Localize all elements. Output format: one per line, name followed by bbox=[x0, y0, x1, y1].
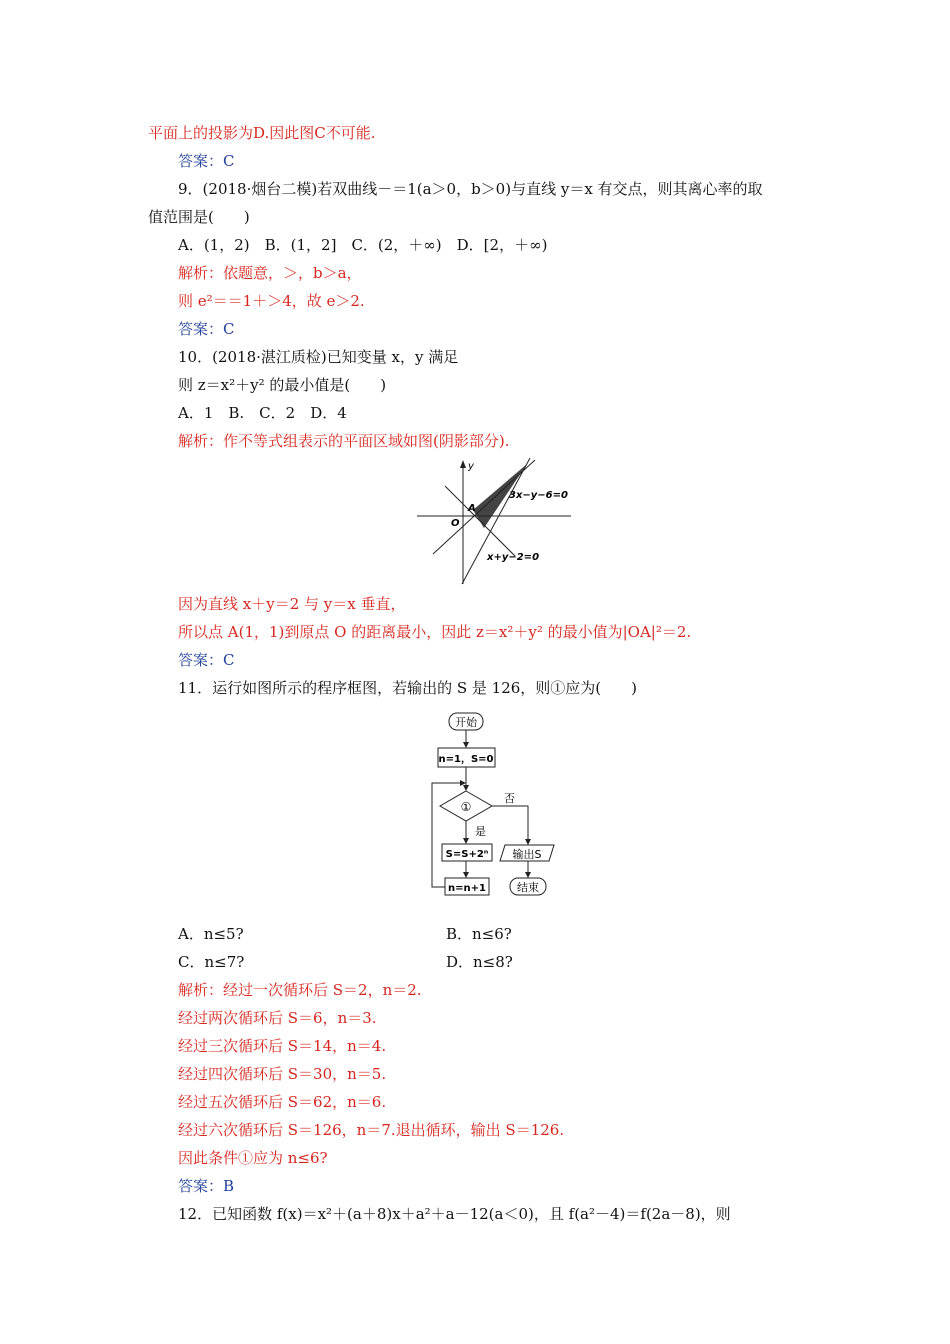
line-3x-y-6 bbox=[462, 458, 530, 584]
update-s-label: S=S+2ⁿ bbox=[445, 849, 489, 860]
start-label: 开始 bbox=[455, 716, 477, 729]
y-axis-label: y bbox=[468, 461, 474, 472]
solution-line: 解析：作不等式组表示的平面区域如图(阴影部分). bbox=[178, 432, 510, 450]
question-9: 9．(2018·烟台二模)若双曲线－＝1(a＞0，b＞0)与直线 y＝x 有交点，则其离心率的取 bbox=[178, 180, 763, 198]
answer-line: 答案：C bbox=[178, 152, 235, 170]
line1-label: 3x−y−6=0 bbox=[509, 490, 568, 501]
line-y-equals-x bbox=[433, 460, 535, 554]
answer-line: 答案：C bbox=[178, 651, 235, 669]
question-10-cont: 则 z＝x²＋y² 的最小值是( ) bbox=[178, 376, 387, 394]
program-flowchart bbox=[420, 710, 570, 906]
output-label: 输出S bbox=[512, 848, 542, 861]
line2-label: x+y−2=0 bbox=[487, 552, 540, 563]
origin-label: O bbox=[451, 518, 460, 529]
option-a: A．n≤5? bbox=[178, 925, 244, 943]
question-10-options: A．1 B. C．2 D．4 bbox=[178, 404, 347, 422]
solution-line: 经过两次循环后 S＝6，n＝3. bbox=[178, 1009, 377, 1027]
question-10: 10．(2018·湛江质检)已知变量 x，y 满足 bbox=[178, 348, 459, 366]
question-11: 11．运行如图所示的程序框图，若输出的 S 是 126，则①应为( ) bbox=[178, 679, 638, 697]
y-axis-arrow bbox=[460, 460, 466, 468]
solution-line: 经过三次循环后 S＝14，n＝4. bbox=[178, 1037, 387, 1055]
solution-line: 经过六次循环后 S＝126，n＝7.退出循环，输出 S＝126. bbox=[178, 1121, 565, 1139]
solution-line: 平面上的投影为D.因此图C不可能. bbox=[148, 124, 376, 142]
no-label: 否 bbox=[504, 792, 515, 805]
option-d: D．n≤8? bbox=[446, 953, 513, 971]
solution-line: 经过五次循环后 S＝62，n＝6. bbox=[178, 1093, 387, 1111]
inequality-region-graph bbox=[415, 456, 575, 588]
solution-line: 因为直线 x＋y＝2 与 y＝x 垂直， bbox=[178, 595, 406, 613]
solution-line: 经过四次循环后 S＝30，n＝5. bbox=[178, 1065, 387, 1083]
answer-line: 答案：C bbox=[178, 320, 235, 338]
solution-line: 解析：经过一次循环后 S＝2，n＝2. bbox=[178, 981, 422, 999]
solution-line: 所以点 A(1，1)到原点 O 的距离最小，因此 z＝x²＋y² 的最小值为|OA|²＝2. bbox=[178, 623, 692, 641]
point-a-label: A bbox=[468, 503, 476, 514]
question-12: 12．已知函数 f(x)＝x²＋(a＋8)x＋a²＋a－12(a＜0)，且 f(a²－4)＝f(2a－8)，则 bbox=[178, 1205, 731, 1223]
solution-line: 则 e²＝＝1＋＞4，故 e＞2. bbox=[178, 292, 365, 310]
option-c: C．n≤7? bbox=[178, 953, 245, 971]
condition-label: ① bbox=[460, 800, 472, 814]
end-label: 结束 bbox=[517, 881, 539, 894]
solution-line: 解析：依题意，＞，b＞a， bbox=[178, 264, 362, 282]
question-9-options: A．(1，2) B．(1，2] C．(2，＋∞) D．[2，＋∞) bbox=[178, 236, 548, 254]
question-9-cont: 值范围是( ) bbox=[148, 208, 250, 226]
solution-line: 因此条件①应为 n≤6? bbox=[178, 1149, 328, 1167]
option-b: B．n≤6? bbox=[446, 925, 512, 943]
yes-label: 是 bbox=[475, 825, 486, 838]
update-n-label: n=n+1 bbox=[448, 883, 486, 894]
init-label: n=1，S=0 bbox=[438, 754, 494, 765]
answer-line: 答案：B bbox=[178, 1177, 235, 1195]
